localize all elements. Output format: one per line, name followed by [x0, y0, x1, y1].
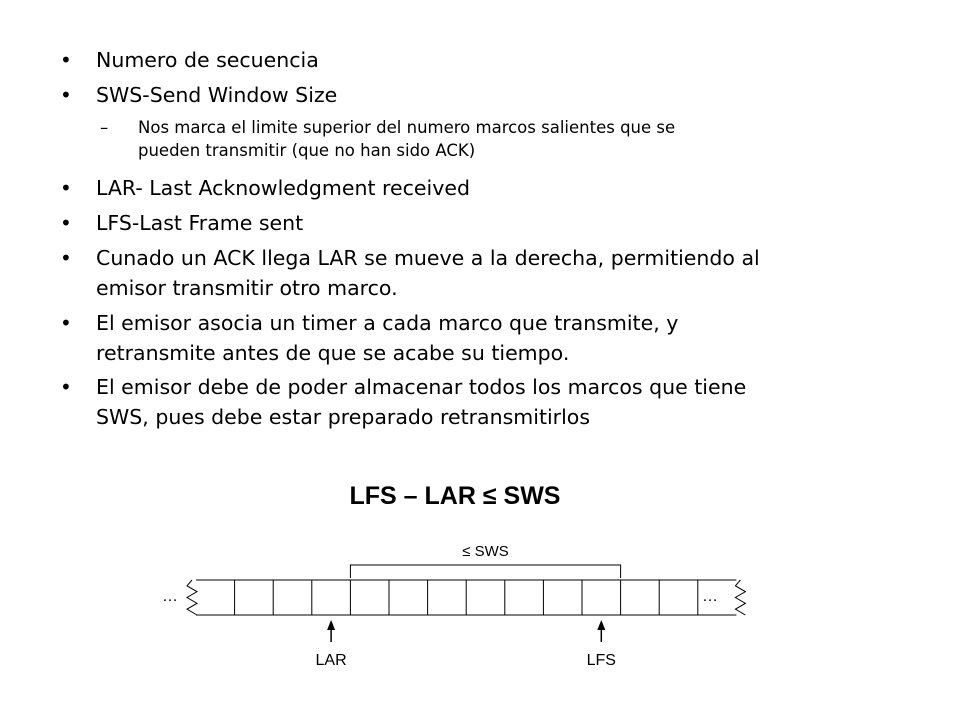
bullet-line-1: Cunado un ACK llega LAR se mueve a la derecha, permitiendo al	[96, 246, 760, 270]
bullet-marker: •	[60, 176, 72, 200]
window-formula: LFS – LAR ≤ SWS	[349, 482, 561, 510]
bullet-line-2: SWS, pues debe estar preparado retransmitirlos	[96, 405, 591, 429]
bullet-text: LAR- Last Acknowledgment received	[96, 176, 470, 200]
sub-bullet-marker: –	[100, 118, 109, 137]
bullet-text: SWS-Send Window Size	[96, 83, 338, 107]
arrow-head	[597, 620, 605, 630]
bullet-marker: •	[60, 48, 72, 72]
sub-bullet-line-1: Nos marca el limite superior del numero marcos salientes que se	[138, 118, 676, 137]
bullet-line-1: El emisor asocia un timer a cada marco que transmite, y	[96, 311, 679, 335]
arrow-head	[327, 620, 335, 630]
window-size-label: ≤ SWS	[462, 543, 509, 560]
frame-sequence	[196, 580, 736, 615]
lfs-label: LFS	[586, 652, 616, 669]
bullet-text: Numero de secuencia	[96, 48, 319, 72]
bullet-marker: •	[60, 83, 72, 107]
bullet-marker: •	[60, 211, 72, 235]
bullet-line-2: emisor transmitir otro marco.	[96, 276, 398, 300]
break-mark-right	[735, 580, 745, 615]
lfs-arrow	[597, 620, 605, 642]
bullet-marker: •	[60, 375, 72, 399]
lar-label: LAR	[315, 652, 347, 669]
bullet-text: LFS-Last Frame sent	[96, 211, 304, 235]
bullet-marker: •	[60, 246, 72, 270]
bullet-line-1: El emisor debe de poder almacenar todos los marcos que tiene	[96, 375, 747, 399]
ellipsis-right: …	[702, 588, 718, 605]
bullet-marker: •	[60, 311, 72, 335]
ellipsis-left: …	[162, 588, 178, 605]
bullet-line-2: retransmite antes de que se acabe su tiempo.	[96, 341, 570, 365]
window-bracket	[350, 565, 620, 578]
lar-arrow	[327, 620, 335, 642]
sub-bullet-line-2: pueden transmitir (que no han sido ACK)	[138, 141, 476, 160]
break-mark-left	[187, 580, 197, 615]
